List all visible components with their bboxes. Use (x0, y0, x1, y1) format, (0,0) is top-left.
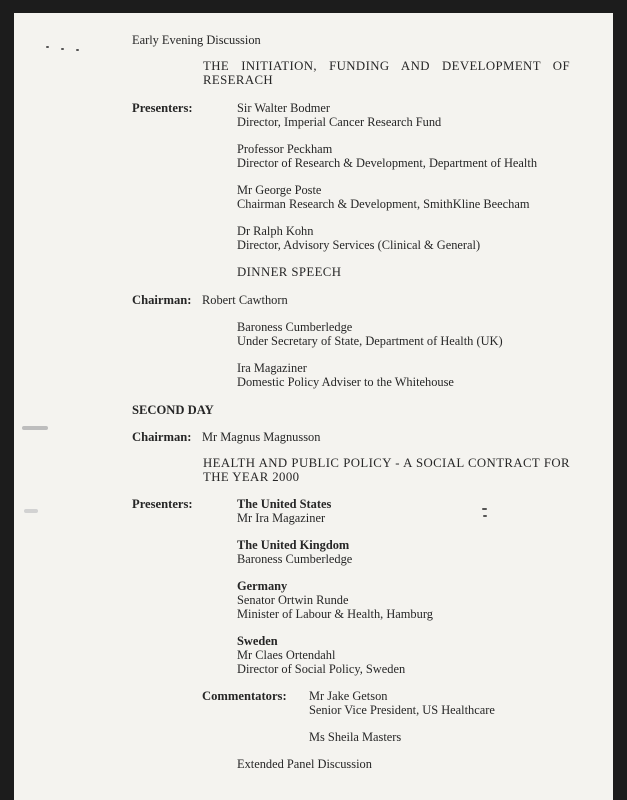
closing-item: Extended Panel Discussion (237, 757, 372, 771)
paper-speck (76, 49, 79, 51)
presenter-role: Director, Imperial Cancer Research Fund (237, 115, 442, 129)
paper-smudge (24, 509, 38, 513)
paper-smudge (22, 426, 48, 430)
presenter-name: Mr Claes Ortendahl (237, 648, 336, 662)
presenters-label: Presenters: (132, 101, 193, 115)
speaker-role: Domestic Policy Adviser to the Whitehouse (237, 375, 454, 389)
commentator-name: Ms Sheila Masters (309, 730, 402, 744)
speaker-name: Baroness Cumberledge (237, 320, 353, 334)
country-heading: Germany (237, 579, 288, 593)
presenter-name: Sir Walter Bodmer (237, 101, 331, 115)
section-heading-early-evening: Early Evening Discussion (132, 33, 261, 47)
chairman-label: Chairman: (132, 430, 192, 444)
second-day-heading: SECOND DAY (132, 403, 214, 417)
commentator-name: Mr Jake Getson (309, 689, 388, 703)
speaker-role: Under Secretary of State, Department of Health (UK) (237, 334, 503, 348)
country-heading: The United States (237, 497, 332, 511)
paper-speck (61, 48, 64, 50)
country-heading: The United Kingdom (237, 538, 350, 552)
paper-speck (483, 515, 487, 517)
commentator-role: Senior Vice President, US Healthcare (309, 703, 495, 717)
presenter-name: Baroness Cumberledge (237, 552, 353, 566)
chairman-name: Robert Cawthorn (202, 293, 288, 307)
presenter-role: Director, Advisory Services (Clinical & General) (237, 238, 481, 252)
presenter-role: Minister of Labour & Health, Hamburg (237, 607, 433, 621)
session-title-line1: HEALTH AND PUBLIC POLICY - A SOCIAL CONTRACT FOR (203, 456, 570, 470)
presenter-name: Mr Ira Magaziner (237, 511, 326, 525)
presenter-name: Dr Ralph Kohn (237, 224, 314, 238)
country-heading: Sweden (237, 634, 278, 648)
speaker-name: Ira Magaziner (237, 361, 307, 375)
presenter-role: Chairman Research & Development, SmithKline Beecham (237, 197, 530, 211)
commentators-label: Commentators: (202, 689, 287, 703)
presenter-name: Professor Peckham (237, 142, 333, 156)
presenter-role: Director of Research & Development, Department of Health (237, 156, 538, 170)
chairman-name: Mr Magnus Magnusson (202, 430, 321, 444)
session-title-line1: THE INITIATION, FUNDING AND DEVELOPMENT OF (203, 59, 570, 73)
chairman-label: Chairman: (132, 293, 192, 307)
presenter-name: Senator Ortwin Runde (237, 593, 349, 607)
document-page (14, 13, 613, 800)
presenter-name: Mr George Poste (237, 183, 322, 197)
paper-speck (46, 46, 49, 48)
paper-speck (482, 508, 487, 510)
session-title-line2: THE YEAR 2000 (203, 470, 300, 484)
dinner-speech-heading: DINNER SPEECH (237, 265, 342, 279)
session-title-line2: RESERACH (203, 73, 274, 87)
presenters-label: Presenters: (132, 497, 193, 511)
presenter-role: Director of Social Policy, Sweden (237, 662, 406, 676)
